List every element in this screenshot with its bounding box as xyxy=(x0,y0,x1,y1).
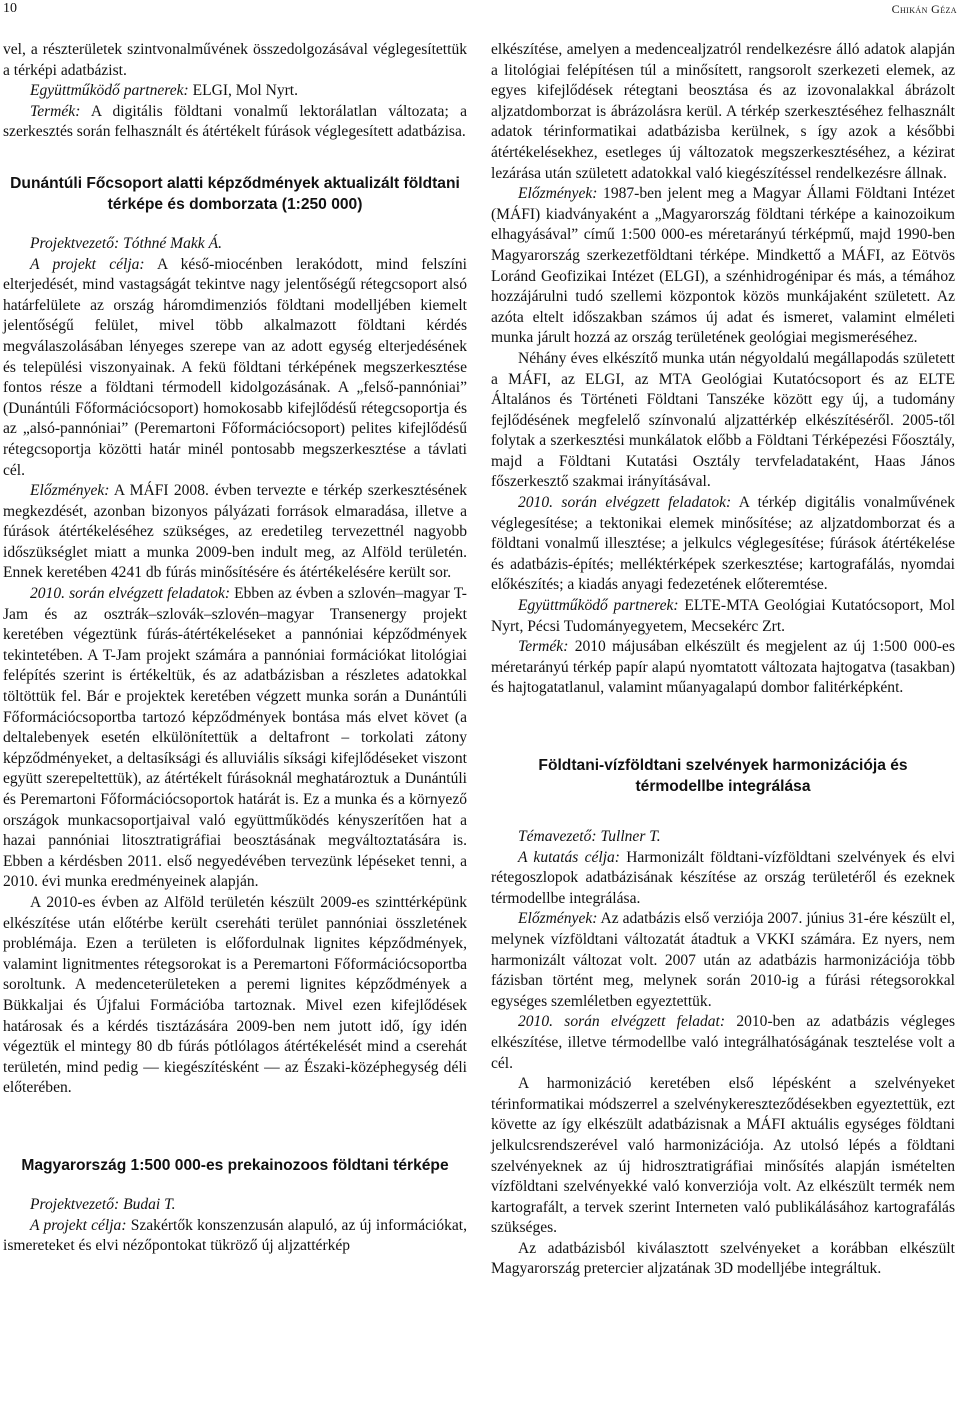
paragraph-product xyxy=(491,637,955,699)
right-column xyxy=(491,40,955,1280)
paragraph: Néhány éves elkészítő munka után négyoldalú megállapodás született a MÁFI, az ELGI, az MTA Geológiai Kutatócsoport és az ELTE Általános és Történeti Földtani Tanszéke között egy új, a tudomány fejlődésének megfelelő színvonalú aljzattérkép elkészítéséről. 2005-től folytak a szerkesztési munkálatok előbb a Földtani Térképezési Főosztály, majd a Földtani Kutatási Osztály tervfeladataként, Haas János főszerkesztő szakmai irányításával. xyxy=(491,349,955,491)
paragraph: elkészítése, amelyen a medencealjzatról rendelkezésre álló adatok alapján a litológiai felépítésen túl a minősített, rangsorolt szerkezeti elemek, az egyes kifejlődések rétegtani beosztása és az izovonalakkal ábrázolt aljzatdomborzat is ábrázolásra kerül. A térkép szerkesztéséhez felhasznált adatok térinformatikai adatbázisba kerülnek, s így azok a későbbi átértékelésekhez, esetleges új változatok megszerkesztéséhez, a kézirat lezárása után született adatokkal való kiegészítéssel rendelkezésre állnak. xyxy=(491,41,955,182)
label: A projekt célja: xyxy=(30,255,145,273)
paragraph-partners xyxy=(491,596,955,637)
text: A térkép digitális vonalművének véglegesítése; a tektonikai elemek minősítése; az aljzatdomborzat és a földtani vonalmű illesztése; a jelkulcs véglegesítése; fúrások átértékelése és adatbázis-építés; melléktérképek szerkesztése; kartografálás, nyomdai előkészítés; a kiadás anyagi fedezetének előteremtése. xyxy=(491,494,955,594)
left-column xyxy=(3,40,467,1257)
paragraph-product xyxy=(3,102,467,143)
paragraph: A 2010-es évben az Alföld területén készült 2009-es szinttérképünk elkészítése után előtérbe került csereháti terület pannóniai összletének problémája. Ezen a területen is előfordulnak lignites képződmények, valamint lignitmentes rétegsorokat is a Peremartoni Főformációcsoportba soroltunk. A medenceterületeken a peremi lignites képződmények a Bükkaljai és Újfalui Formációba tartoznak. Mivel ezen kifejlődések határosak és a kérdés tisztázására 2009-ben nem jutott idő, így idén végeztük el mintegy 80 db fúrás pótlólagos átértékelését mind a cserehát területén, mind pedig — kiegészítésként — az Északi-középhegység déli előterében. xyxy=(3,893,467,1097)
label: A projekt célja: xyxy=(30,1216,127,1234)
project-lead: Projektvezető: Tóthné Makk Á. xyxy=(30,234,222,252)
section-title: Dunántúli Főcsoport alatti képződmények aktualizált földtani térképe és domborzata (1:250 000) xyxy=(10,174,460,213)
page-header xyxy=(0,0,960,20)
label: A kutatás célja: xyxy=(518,848,620,866)
paragraph-2010-tasks xyxy=(491,493,955,596)
paragraph-partners xyxy=(3,81,467,102)
paragraph: Az adatbázisból kiválasztott szelvényeket a korábban elkészült Magyarország pretercier aljzatának 3D modelljébe integráltuk. xyxy=(491,1239,955,1278)
label: Együttműködő partnerek: xyxy=(518,597,679,615)
label: Együttműködő partnerek: xyxy=(30,82,189,100)
text: 2010 májusában elkészült és megjelent az új 1:500 000-es méretarányú térkép papír alapú nyomtatott változata hajtogatva (tasakban) és hajtogatatlanul, valamint műanyagalapú dombor falitérképként. xyxy=(491,638,955,697)
paragraph-goal xyxy=(491,848,955,910)
label: Előzmények: xyxy=(518,910,598,928)
text: ELGI, Mol Nyrt. xyxy=(188,82,298,100)
paragraph: A harmonizáció keretében első lépésként a szelvényeket térinformatikai módszerrel a szelvénykereszteződésekben egyeztettük, ezt követte az így elkészült adatbázisnak a MÁFI aktuális egységes földtani jelkulcsrendszerével való harmonizációja. Az utolsó lépés a földtani szelvényeknek az új hidrosztratigráfiai minősítés alapján ismételten vízföldtani szelvényekké való konverziója volt. Az elkészült termék nem kartografált, a tervek szerint Interneten való publikálásához kartografálás szükséges. xyxy=(491,1075,955,1237)
project-lead: Projektvezető: Budai T. xyxy=(30,1195,176,1213)
label: Termék: xyxy=(518,638,569,656)
paragraph-goal xyxy=(3,255,467,482)
text: Harmonizált földtani-vízföldtani szelvények és elvi rétegoszlopok adatbázisának készítése az ország területéről és ezeknek térmodellbe integrálása. xyxy=(491,848,955,907)
paragraph-antecedents xyxy=(3,481,467,584)
paragraph-goal xyxy=(3,1216,467,1257)
section-title: Magyarország 1:500 000-es prekainozoos földtani térképe xyxy=(21,1156,449,1174)
text: ELTE-MTA Geológiai Kutatócsoport, Mol Nyrt, Pécsi Tudományegyetem, Mecsekérc Zrt. xyxy=(491,597,956,635)
label: 2010. során elvégzett feladat: xyxy=(518,1013,726,1031)
paragraph-antecedents xyxy=(491,184,955,349)
label: 2010. során elvégzett feladatok: xyxy=(518,494,732,512)
text: A digitális földtani vonalmű lektorálatlan változata; a szerkesztés során felhasznált és átértékelt fúrások véglegesített adatbázisa. xyxy=(3,102,467,141)
section-title: Földtani-vízföldtani szelvények harmonizációja és térmodellbe integrálása xyxy=(538,757,908,795)
paragraph-antecedents xyxy=(491,909,955,1012)
label: Előzmények: xyxy=(30,482,110,500)
running-head: Chikán Géza xyxy=(891,2,957,16)
label: Előzmények: xyxy=(518,185,598,203)
page-number: 10 xyxy=(3,1,17,16)
text: A MÁFI 2008. évben tervezte e térkép szerkesztésének megkezdését, azonban bizonyos pályázati források elmaradása, illetve a fúrások átértékeléséhez szükséges, az eredetileg tervezettnél nagyobb időszükséglet miatt a munka 2009-ben indult meg, az Alföld területén. Ennek keretében 4241 db fúrás minősítésére és átértékelésére került sor. xyxy=(3,482,467,582)
text: Az adatbázis első verziója 2007. június 31-ére készült el, melynek vízföldtani változatát átadtuk a VKKI számára. Ez nyers, nem harmonizált változat volt. 2007 után az adatbázis harmonizációja több fázisban történt meg, melynek során 2010-ig a fúrási rétegsorokkal egységes szemléletben egyeztettük. xyxy=(491,910,955,1010)
paragraph-2010-tasks xyxy=(491,1012,955,1074)
paragraph-2010-tasks xyxy=(3,584,467,893)
text: 2010-ben az adatbázis végleges elkészítése, illetve térmodellbe való integrálhatóságának tesztelése volt a cél. xyxy=(491,1013,955,1072)
paragraph: vel, a részterületek szintvonalművének összedolgozásával véglegesítettük a térképi adatbázist. xyxy=(3,41,467,79)
label: 2010. során elvégzett feladatok: xyxy=(30,585,231,603)
text: Szakértők konszenzusán alapuló, az új információkat, ismereteket és elvi nézőpontokat tükröző új aljzattérkép xyxy=(3,1216,467,1255)
text: A késő-miocénben lerakódott, mind felszíni elterjedését, mind vastagságát tekintve nagy jelentőségű rétegcsoport alsó határfelülete az ország háromdimenziós földtani modelljében kiemelt jelentőségű felület, mivel több alkalmazott földtani kérdés megválaszolásában lényeges szerepe van az adott egység elterjedésének és települési viszonyainak. A fekü földtani térképének megszerkesztése fontos része a földtani térmodell kidolgozásának. A „felső-pannóniai” (Dunántúli Főformációcsoport) homokosabb kifejlődésű rétegcsoportja és az „alsó-pannóniai” (Peremartoni Főformációcsoport) pelites kifejlődésű rétegcsoportja közötti határ minél pontosabb megszerkesztése a távlati cél. xyxy=(3,255,467,479)
text: Ebben az évben a szlovén–magyar T-Jam és az osztrák–szlovák–szlovén–magyar Transenergy projekt keretében végeztünk fúrás-átértékeléseket a pannóniai képződmények tekintetében. A T-Jam projekt számára a pannóniai formációkat litológiai felépítés szerint is értékeltük, és az adatbázisban a részletes adatokkal töltöttük fel. Bár e projektek keretében végzett munka során a Dunántúli Főformációcsoportba tartozó képződmények bontása más elvet követ (a deltalebenyek esetén elkülönítettük a deltafront – torkolati zátony képződményeket, a deltasíksági és alluviális síksági kifejlődéseket viszont együtt szerepeltettük), az átértékelt fúrásoknál meghatároztuk a Dunántúli és Peremartoni Főformációcsoportok határát is. Ez a munka és a környező országok munkacsoportjaival való együttműködés kényszerítően hat a hazai pannóniai litosztratigráfiai beosztásának megváltoztatására is. Ebben a kérdésben 2011. első negyedévében tervezünk lépéseket tenni, a 2010. évi munka eredményeinek alapján. xyxy=(3,585,467,891)
label: Termék: xyxy=(30,102,81,120)
project-lead: Témavezető: Tullner T. xyxy=(518,828,661,845)
text: 1987-ben jelent meg a Magyar Állami Földtani Intézet (MÁFI) kiadványaként a „Magyarország földtani térképe a kainozoikum elhagyásával” című 1:500 000-es méretarányú térképmű, majd 1990-ben Magyarország szerkezetföldtani térképe. Mindkettő a MÁFI, az Eötvös Loránd Geofizikai Intézet (ELGI), a szénhidrogénipar és más, a témához hozzájárulni tudó szellemi központok közös munkájaként született. Az azóta eltelt időszakban számos új adat és ismeret, valamint elméleti munka járult hozzá az ország területének geológiai megismeréséhez. xyxy=(491,185,955,347)
